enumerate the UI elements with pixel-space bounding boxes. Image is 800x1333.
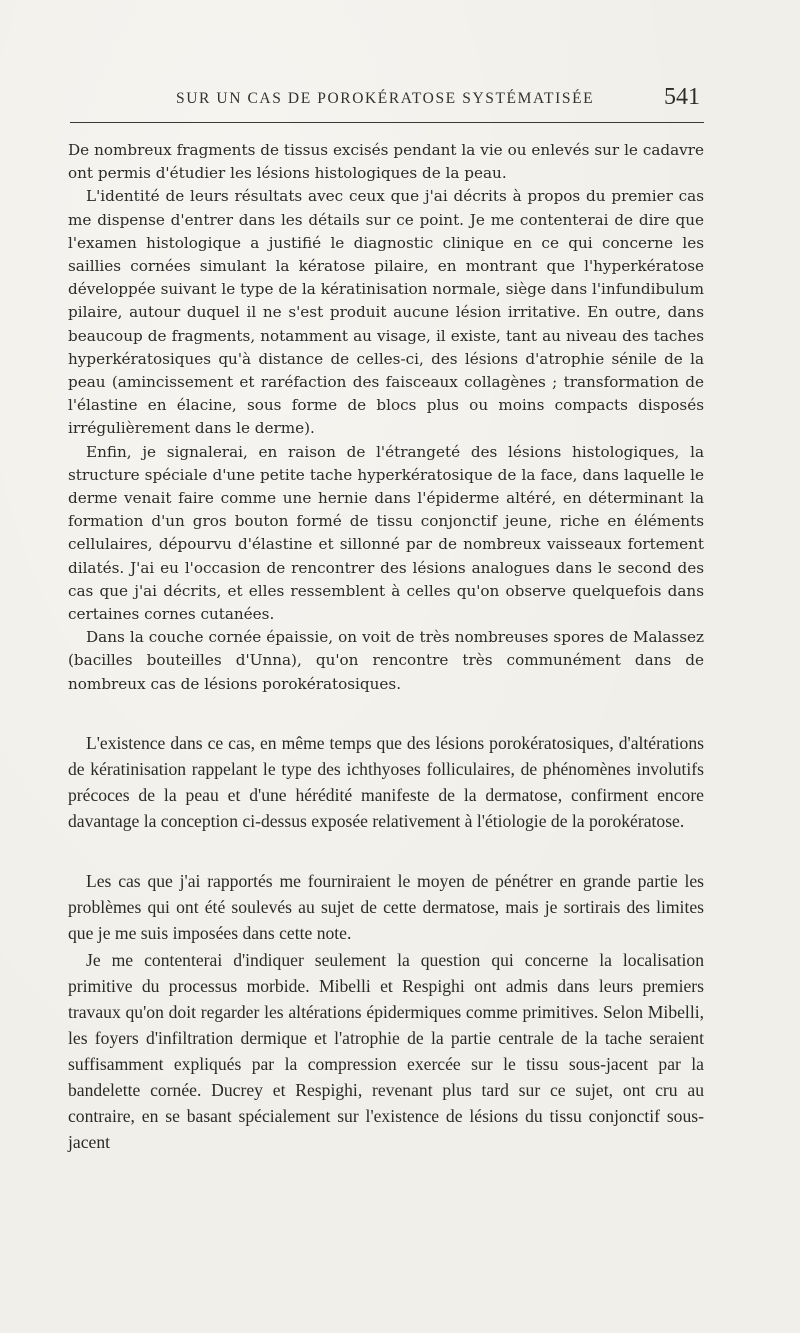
small-print-section <box>68 139 704 696</box>
body-text <box>68 139 704 1155</box>
section-gap <box>68 696 704 730</box>
running-head: SUR UN CAS DE POROKÉRATOSE SYSTÉMATISÉE <box>176 90 595 107</box>
paragraph: Les cas que j'ai rapportés me fourniraient le moyen de pénétrer en grande partie les problèmes qui ont été soulevés au sujet de cette dermatose, mais je sortirais des limites que je me suis imposées dans cette note. <box>68 871 704 944</box>
paragraph: De nombreux fragments de tissus excisés pendant la vie ou enlevés sur le cadavre ont permis d'étudier les lésions histologiques de la peau. <box>68 141 704 183</box>
main-text-section <box>68 730 704 1155</box>
page-number: 541 <box>664 84 700 110</box>
section-gap <box>68 834 704 868</box>
header-rule <box>70 122 704 123</box>
paragraph: L'identité de leurs résultats avec ceux que j'ai décrits à propos du premier cas me dispense d'entrer dans les détails sur ce point. Je me contenterai de dire que l'examen histologique a justifié le diagnostic clinique en ce qui concerne les saillies cornées simulant la kératose pilaire, en montrant que l'hyperkératose développée suivant le type de la kératinisation normale, siège dans l'infundibulum pilaire, autour duquel il ne s'est produit aucune lésion irritative. En outre, dans beaucoup de fragments, notamment au visage, il existe, tant au niveau des taches hyperkératosiques qu'à distance de celles-ci, des lésions d'atrophie sénile de la peau (amincissement et raréfaction des faisceaux collagènes ; transformation de l'élastine en élacine, sous forme de blocs plus ou moins compacts disposés irrégulièrement dans le derme). <box>68 187 704 438</box>
paragraph: Je me contenterai d'indiquer seulement la question qui concerne la localisation primitive du processus morbide. Mibelli et Respighi ont admis dans leurs premiers travaux qu'on doit regarder les altérations épidermiques comme primitives. Selon Mibelli, les foyers d'infiltration dermique et l'atrophie de la partie centrale de la tache seraient suffisamment expliqués par la compression exercée sur le tissu sous-jacent par la bandelette cornée. Ducrey et Respighi, revenant plus tard sur ce sujet, ont cru au contraire, en se basant spécialement sur l'existence de lésions du tissu conjonctif sous-jacent <box>68 949 704 1153</box>
paragraph: Enfin, je signalerai, en raison de l'étrangeté des lésions histologiques, la structure spéciale d'une petite tache hyperkératosique de la face, dans laquelle le derme venait faire comme une hernie dans l'épiderme altéré, en déterminant la formation d'un gros bouton formé de tissu conjonctif jeune, riche en éléments cellulaires, dépourvu d'élastine et sillonné par de nombreux vaisseaux fortement dilatés. J'ai eu l'occasion de rencontrer des lésions analogues dans le second des cas que j'ai décrits, et elles ressemblent à celles qu'on observe quelquefois dans certaines cornes cutanées. <box>68 442 704 624</box>
paragraph: L'existence dans ce cas, en même temps que des lésions porokératosiques, d'altérations de kératinisation rappelant le type des ichthyoses folliculaires, de phénomènes involutifs précoces de la peau et d'une hérédité manifeste de la dermatose, confirment encore davantage la conception ci-dessus exposée relativement à l'étiologie de la porokératose. <box>68 732 704 832</box>
paragraph: Dans la couche cornée épaissie, on voit de très nombreuses spores de Malassez (bacilles bouteilles d'Unna), qu'on rencontre très communément dans de nombreux cas de lésions porokératosiques. <box>68 628 704 693</box>
page-header <box>68 84 704 114</box>
